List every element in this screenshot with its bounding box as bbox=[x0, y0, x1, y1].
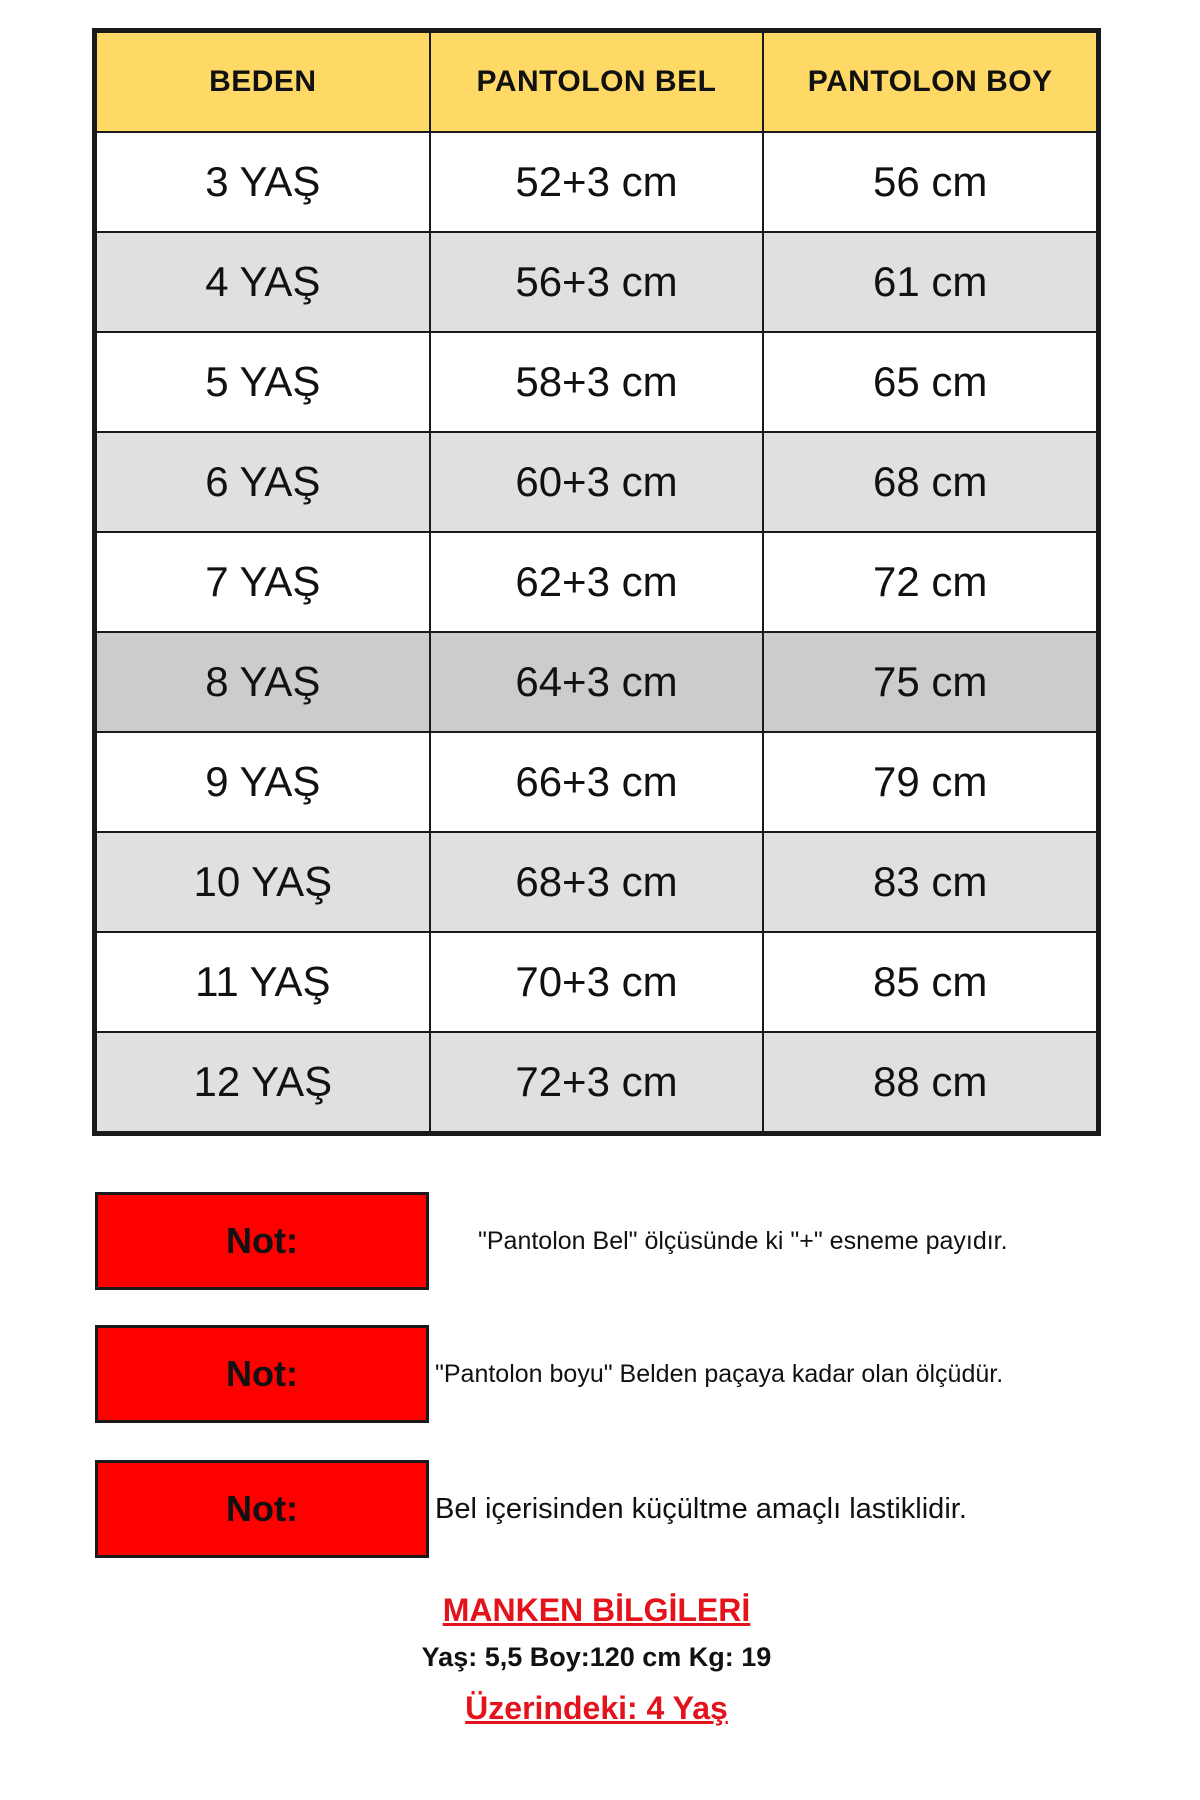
table-row bbox=[96, 132, 1097, 232]
cell-boy: 68 cm bbox=[763, 432, 1097, 532]
cell-boy: 79 cm bbox=[763, 732, 1097, 832]
table-row bbox=[96, 632, 1097, 732]
cell-bel: 60+3 cm bbox=[430, 432, 764, 532]
cell-boy: 75 cm bbox=[763, 632, 1097, 732]
size-chart-table bbox=[95, 31, 1098, 1133]
cell-bel: 72+3 cm bbox=[430, 1032, 764, 1132]
note-label: Not: bbox=[95, 1192, 429, 1290]
note-waist-elastic bbox=[95, 1460, 1100, 1560]
header-beden: BEDEN bbox=[96, 32, 430, 132]
cell-bel: 66+3 cm bbox=[430, 732, 764, 832]
table-row bbox=[96, 332, 1097, 432]
cell-bel: 68+3 cm bbox=[430, 832, 764, 932]
cell-bel: 56+3 cm bbox=[430, 232, 764, 332]
cell-boy: 83 cm bbox=[763, 832, 1097, 932]
table-row bbox=[96, 932, 1097, 1032]
cell-boy: 72 cm bbox=[763, 532, 1097, 632]
cell-boy: 88 cm bbox=[763, 1032, 1097, 1132]
header-pantolon-bel: PANTOLON BEL bbox=[430, 32, 764, 132]
model-info-stats: Yaş: 5,5 Boy:120 cm Kg: 19 bbox=[421, 1642, 772, 1672]
cell-boy: 56 cm bbox=[763, 132, 1097, 232]
note-text: "Pantolon Bel" ölçüsünde ki "+" esneme payıdır. bbox=[478, 1226, 1008, 1255]
note-length-measure bbox=[95, 1325, 1100, 1425]
cell-beden: 4 YAŞ bbox=[96, 232, 430, 332]
table-row bbox=[96, 532, 1097, 632]
note-label: Not: bbox=[95, 1460, 429, 1558]
cell-bel: 62+3 cm bbox=[430, 532, 764, 632]
cell-beden: 5 YAŞ bbox=[96, 332, 430, 432]
table-row bbox=[96, 232, 1097, 332]
note-text: "Pantolon boyu" Belden paçaya kadar olan ölçüdür. bbox=[435, 1359, 1004, 1388]
model-info-title: MANKEN BİLGİLERİ bbox=[442, 1592, 751, 1628]
table-row bbox=[96, 732, 1097, 832]
table-header-row bbox=[96, 32, 1097, 132]
cell-beden: 10 YAŞ bbox=[96, 832, 430, 932]
cell-boy: 65 cm bbox=[763, 332, 1097, 432]
header-pantolon-boy: PANTOLON BOY bbox=[763, 32, 1097, 132]
note-text: Bel içerisinden küçültme amaçlı lastiklidir. bbox=[435, 1492, 967, 1525]
table-row bbox=[96, 1032, 1097, 1132]
cell-bel: 64+3 cm bbox=[430, 632, 764, 732]
cell-boy: 85 cm bbox=[763, 932, 1097, 1032]
cell-beden: 6 YAŞ bbox=[96, 432, 430, 532]
note-label: Not: bbox=[95, 1325, 429, 1423]
cell-beden: 7 YAŞ bbox=[96, 532, 430, 632]
cell-beden: 11 YAŞ bbox=[96, 932, 430, 1032]
cell-beden: 12 YAŞ bbox=[96, 1032, 430, 1132]
cell-bel: 70+3 cm bbox=[430, 932, 764, 1032]
cell-bel: 58+3 cm bbox=[430, 332, 764, 432]
table-row bbox=[96, 432, 1097, 532]
model-info-wearing-size: Üzerindeki: 4 Yaş bbox=[465, 1690, 728, 1726]
cell-bel: 52+3 cm bbox=[430, 132, 764, 232]
table-row bbox=[96, 832, 1097, 932]
note-elastic-allowance bbox=[95, 1192, 1100, 1292]
cell-boy: 61 cm bbox=[763, 232, 1097, 332]
cell-beden: 9 YAŞ bbox=[96, 732, 430, 832]
cell-beden: 3 YAŞ bbox=[96, 132, 430, 232]
cell-beden: 8 YAŞ bbox=[96, 632, 430, 732]
